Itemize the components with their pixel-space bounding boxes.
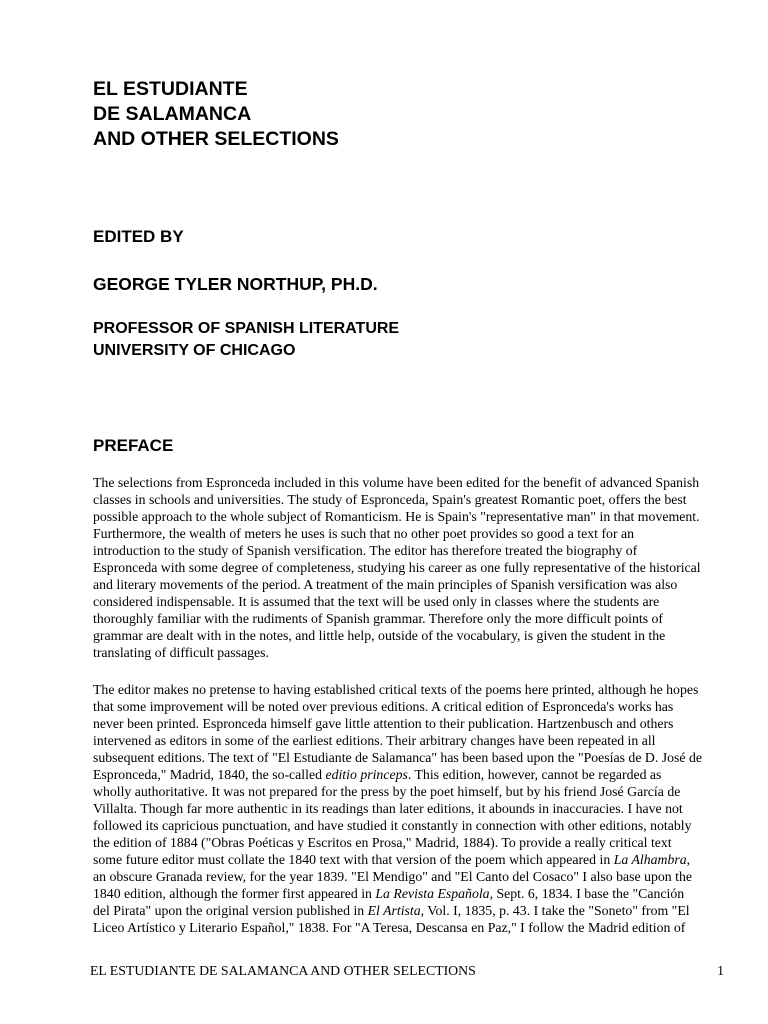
text-run: some future editor must collate the 1840 text with that version of the poem which appeared in [93, 852, 614, 867]
italic-title: El Artista [367, 903, 421, 918]
text-line [93, 732, 723, 749]
footer-running-title: EL ESTUDIANTE DE SALAMANCA AND OTHER SELECTIONS [90, 963, 476, 978]
text-line [93, 851, 723, 868]
text-run: and literary movements of the period. A treatment of the main principles of Spanish versification was also [93, 577, 678, 592]
text-line [93, 715, 723, 732]
text-line [93, 627, 723, 644]
text-run: an obscure Granada review, for the year 1839. "El Mendigo" and "El Canto del Cosaco" I also base upon the [93, 869, 693, 884]
text-line [93, 783, 723, 800]
text-run: classes in schools and universities. The study of Espronceda, Spain's greatest Romantic poet, offers the best [93, 492, 687, 507]
text-run: the edition of 1884 ("Obras Poéticas y Escritos en Prosa," Madrid, 1884). To provide a really critical text [93, 835, 672, 850]
preface-paragraph-1 [93, 474, 723, 661]
text-run: Villalta. Though far more authentic in its readings than later editions, it abounds in inaccuracies. I have not [93, 801, 683, 816]
italic-title: La Alhambra [613, 852, 687, 867]
book-title-line: AND OTHER SELECTIONS [93, 128, 339, 150]
text-line [93, 868, 723, 885]
text-run: subsequent editions. The text of "El Estudiante de Salamanca" has been based upon the "Poesías de D. José de [93, 750, 702, 765]
text-line [93, 766, 723, 783]
text-line [93, 834, 723, 851]
text-run: Furthermore, the wealth of meters he uses is such that no other poet provides so good a text for an [93, 526, 635, 541]
text-run: The editor makes no pretense to having established critical texts of the poems here printed, although he hopes [93, 682, 699, 697]
text-line [93, 800, 723, 817]
text-line [93, 644, 723, 661]
text-line [93, 698, 723, 715]
text-run: Espronceda," Madrid, 1840, the so-called [93, 767, 326, 782]
italic-title: La Revista Española [375, 886, 490, 901]
text-line [93, 681, 723, 698]
text-run: introduction to the study of Spanish versification. The editor has therefore treated the biography of [93, 543, 638, 558]
text-line [93, 491, 723, 508]
text-run: translating of difficult passages. [93, 645, 269, 660]
affiliation-line: UNIVERSITY OF CHICAGO [93, 342, 296, 359]
text-line [93, 919, 723, 936]
text-run: possible approach to the whole subject of Romanticism. He is Spain's "representative man" in that movement. [93, 509, 700, 524]
text-run: Espronceda with some degree of completeness, studying his career as one fully representative of the historical [93, 560, 701, 575]
text-line [93, 749, 723, 766]
text-run: Liceo Artístico y Literario Español," 1838. For "A Teresa, Descansa en Paz," I follow the Madrid edition of [93, 920, 686, 935]
text-line [93, 593, 723, 610]
editor-affiliation [93, 318, 399, 362]
text-run: The selections from Espronceda included in this volume have been edited for the benefit of advanced Spanish [93, 475, 700, 490]
text-run: intervened as editors in some of the earliest editions. Their arbitrary changes have been repeated in all [93, 733, 656, 748]
affiliation-line: PROFESSOR OF SPANISH LITERATURE [93, 320, 400, 337]
book-title [93, 77, 339, 152]
text-run: del Pirata" upon the original version published in [93, 903, 368, 918]
text-line [93, 902, 723, 919]
text-line [93, 817, 723, 834]
edited-by-label: EDITED BY [93, 227, 184, 246]
text-run: thoroughly familiar with the rudiments of Spanish grammar. Therefore only the more difficult points of [93, 611, 664, 626]
text-run: never been printed. Espronceda himself gave little attention to their publication. Hartzenbusch and others [93, 716, 674, 731]
text-line [93, 610, 723, 627]
text-line [93, 542, 723, 559]
text-run: that some improvement will be noted over previous editions. A critical edition of Espronceda's works has [93, 699, 674, 714]
text-run: followed its capricious punctuation, and have studied it constantly in connection with other editions, notably [93, 818, 692, 833]
page-number: 1 [717, 963, 724, 978]
preface-paragraph-2 [93, 681, 723, 936]
text-run: 1840 edition, although the former first appeared in [93, 886, 376, 901]
book-title-line: DE SALAMANCA [93, 103, 252, 125]
text-line [93, 474, 723, 491]
book-title-line: EL ESTUDIANTE [93, 78, 248, 100]
text-line [93, 559, 723, 576]
editor-name: GEORGE TYLER NORTHUP, PH.D. [93, 274, 378, 294]
text-run: grammar are dealt with in the notes, and little help, outside of the vocabulary, is given the student in the [93, 628, 666, 643]
text-run: . This edition, however, cannot be regarded as [407, 767, 662, 782]
preface-heading: PREFACE [93, 436, 174, 455]
text-run: wholly authoritative. It was not prepared for the press by the poet himself, but by his friend José García de [93, 784, 681, 799]
text-line [93, 885, 723, 902]
text-line [93, 525, 723, 542]
text-run: considered indispensable. It is assumed that the text will be used only in classes where the students are [93, 594, 660, 609]
text-line [93, 508, 723, 525]
text-line [93, 576, 723, 593]
text-run: , [686, 852, 691, 867]
text-run: , Vol. I, 1835, p. 43. I take the "Soneto" from "El [420, 903, 690, 918]
text-run: , Sept. 6, 1834. I base the "Canción [489, 886, 685, 901]
italic-title: editio princeps [325, 767, 408, 782]
